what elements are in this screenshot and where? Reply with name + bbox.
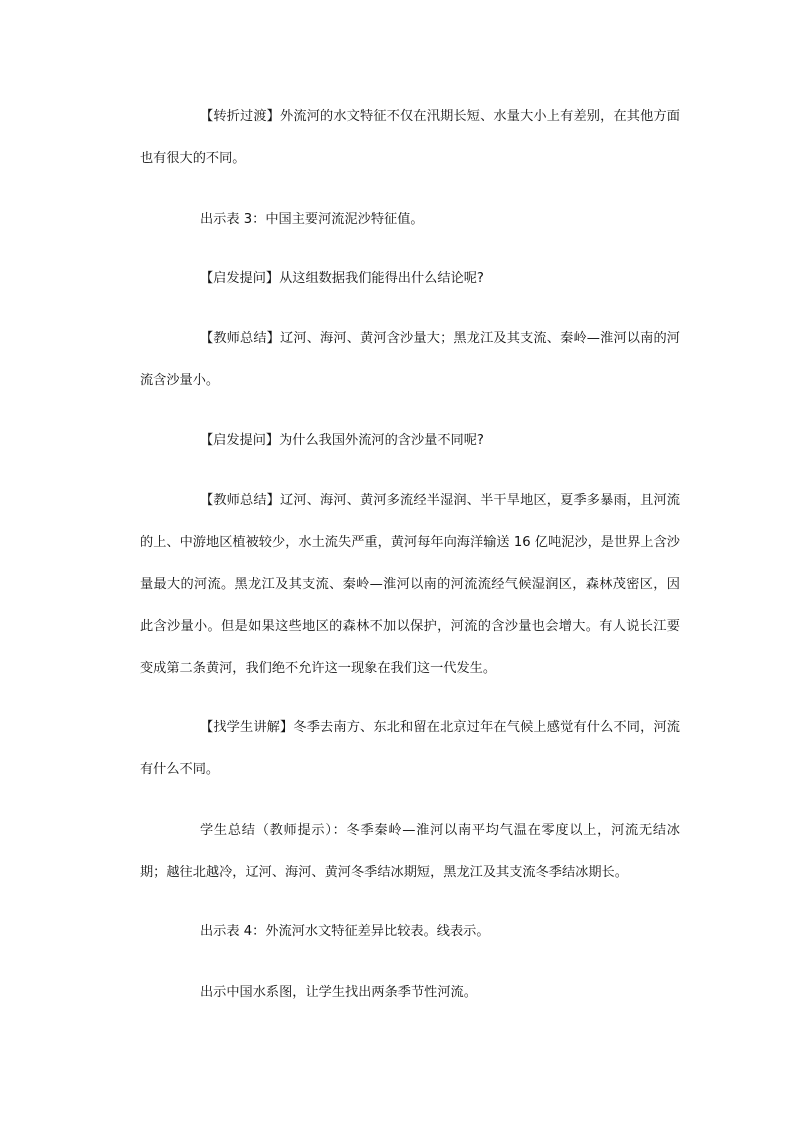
- paragraph-student-summary: 学生总结（教师提示）：冬季秦岭—淮河以南平均气温在零度以上，河流无结冰期；越往北越冷，辽河、海河、黄河冬季结冰期短，黑龙江及其支流冬季结冰期长。: [140, 823, 680, 880]
- paragraph-show-table-4: 出示表 4：外流河水文特征差异比较表。线表示。: [200, 924, 490, 939]
- paragraph-question-1: 【启发提问】从这组数据我们能得出什么结论呢?: [200, 271, 484, 286]
- paragraph-show-table-3: 出示表 3：中国主要河流泥沙特征值。: [200, 212, 424, 227]
- paragraph-student-explain: 【找学生讲解】冬季去南方、东北和留在北京过年在气候上感觉有什么不同，河流有什么不同。: [140, 720, 680, 777]
- paragraph-question-2: 【启发提问】为什么我国外流河的含沙量不同呢?: [200, 433, 484, 448]
- paragraph-transition: 【转折过渡】外流河的水文特征不仅在汛期长短、水量大小上有差别，在其他方面也有很大的不同。: [140, 109, 680, 166]
- paragraph-show-map: 出示中国水系图，让学生找出两条季节性河流。: [200, 985, 477, 1000]
- paragraph-summary-1: 【教师总结】辽河、海河、黄河含沙量大；黑龙江及其支流、秦岭—淮河以南的河流含沙量小。: [140, 331, 680, 388]
- paragraph-summary-2: 【教师总结】辽河、海河、黄河多流经半湿润、半干旱地区，夏季多暴雨，且河流的上、中游地区植被较少，水土流失严重，黄河每年向海洋输送 16 亿吨泥沙，是世界上含沙量最大的河流。黑龙江及其支流、秦岭—淮河以南的河流流经气候湿润区，森林茂密区，因此含沙量小。但是如果这些地区的森林不加以保护，河流的含沙量也会增大。有人说长江要变成第二条黄河，我们绝不允许这一现象在我们这一代发生。: [140, 493, 680, 676]
